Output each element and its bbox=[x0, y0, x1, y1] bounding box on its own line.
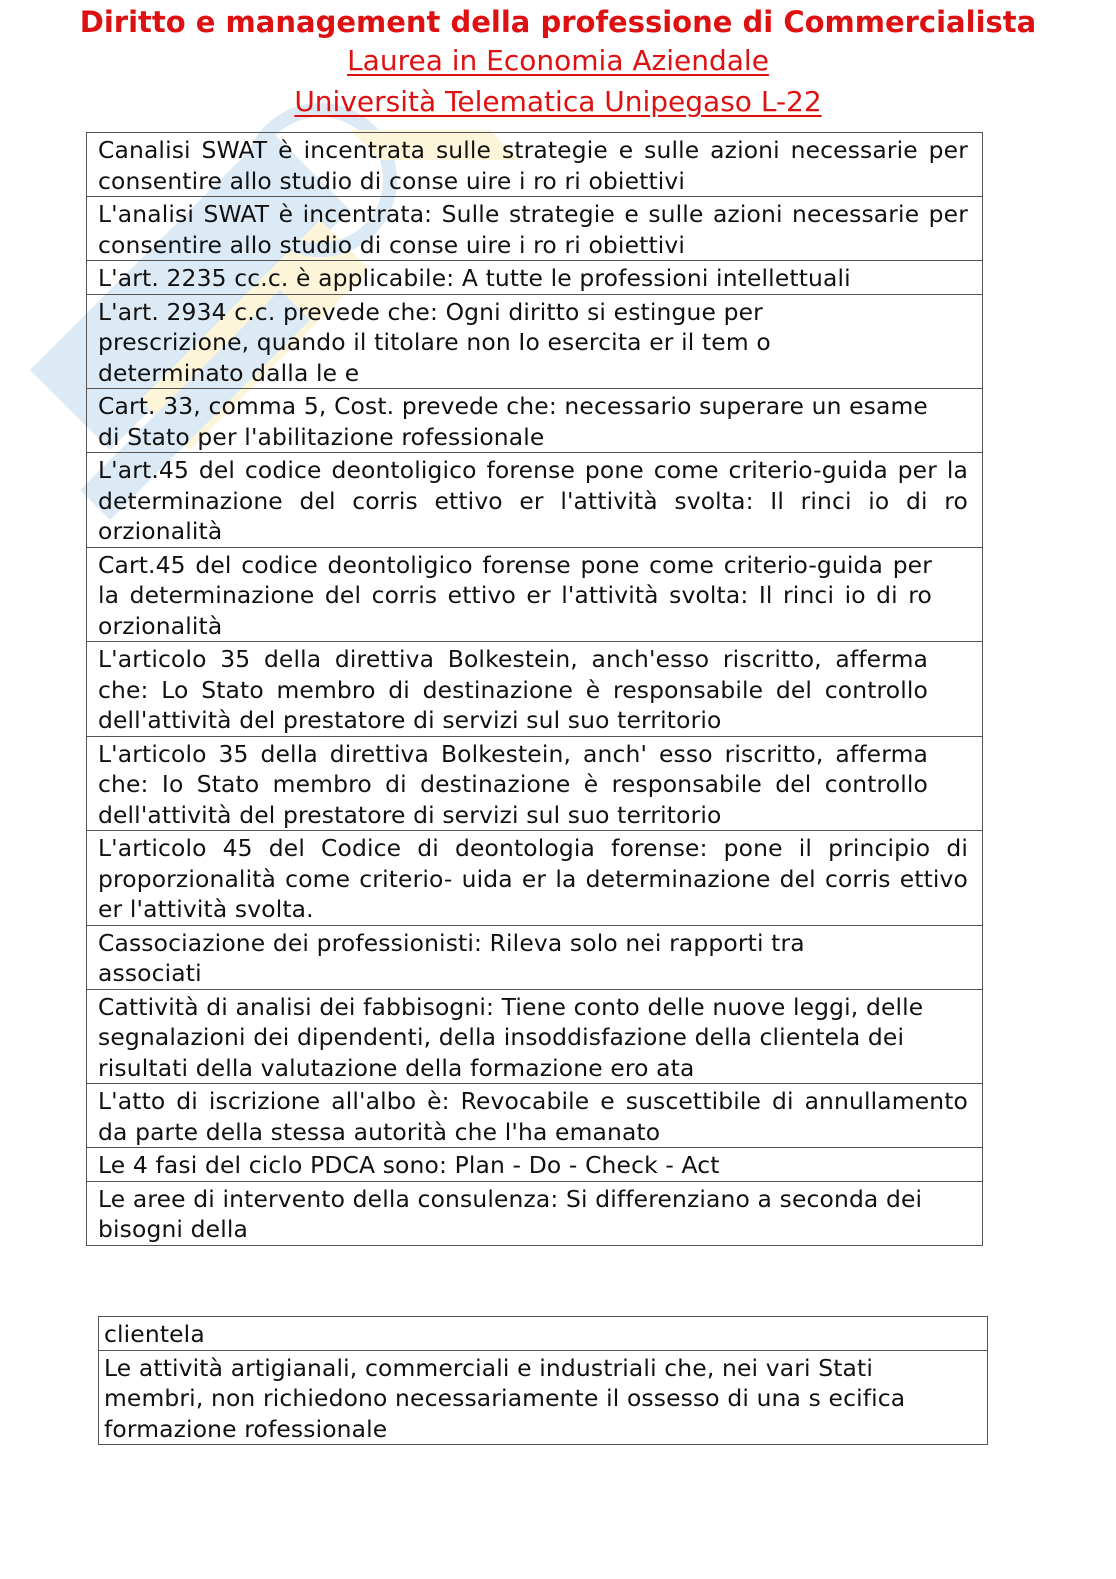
table-cell: L'articolo 35 della direttiva Bolkestein, anch' esso riscritto, afferma che: Io Stato membro di destinazione è responsabile del controllo dell'attività del prestatore di servizi sul suo territorio bbox=[87, 736, 983, 831]
table-cell: clientela bbox=[99, 1317, 988, 1351]
degree-link[interactable]: Laurea in Economia Aziendale bbox=[347, 44, 769, 77]
table-row bbox=[99, 1350, 988, 1445]
table-cell: Le attività artigianali, commerciali e industriali che, nei vari Stati membri, non richiedono necessariamente il ossesso di una s ecifica formazione rofessionale bbox=[99, 1350, 988, 1445]
table-row bbox=[87, 261, 983, 295]
table-row bbox=[87, 925, 983, 989]
table-cell: L'art.45 del codice deontoligico forense pone come criterio-guida per la determinazione del corris ettivo er l'attività svolta: Il rinci io di ro orzionalità bbox=[87, 453, 983, 548]
table-row bbox=[87, 547, 983, 642]
table-row bbox=[87, 197, 983, 261]
table-cell: L'atto di iscrizione all'albo è: Revocabile e suscettibile di annullamento da parte della stessa autorità che l'ha emanato bbox=[87, 1084, 983, 1148]
university-link[interactable]: Università Telematica Unipegaso L-22 bbox=[294, 85, 822, 118]
qa-table-main bbox=[86, 132, 983, 1246]
table-cell: L'articolo 45 del Codice di deontologia forense: pone il principio di proporzionalità come criterio- uida er la determinazione del corris ettivo er l'attività svolta. bbox=[87, 831, 983, 926]
table-cell: Le 4 fasi del ciclo PDCA sono: Plan - Do - Check - Act bbox=[87, 1148, 983, 1182]
table-cell: Le aree di intervento della consulenza: Si differenziano a seconda dei bisogni della bbox=[87, 1181, 983, 1245]
document-title: Diritto e management della professione di Commercialista bbox=[79, 5, 1037, 39]
table-cell: Cattività di analisi dei fabbisogni: Tiene conto delle nuove leggi, delle segnalazioni dei dipendenti, della insoddisfazione della clientela dei risultati della valutazione della formazione ero ata bbox=[87, 989, 983, 1084]
table-row bbox=[87, 1181, 983, 1245]
table-row bbox=[87, 1148, 983, 1182]
table-row bbox=[87, 642, 983, 737]
table-row bbox=[87, 389, 983, 453]
table-row bbox=[87, 133, 983, 197]
table-cell: L'art. 2934 c.c. prevede che: Ogni diritto si estingue per prescrizione, quando il titolare non Io esercita er il tem o determinato dalla le e bbox=[87, 294, 983, 389]
document-header bbox=[0, 2, 1116, 124]
table-cell: Canalisi SWAT è incentrata sulle strategie e sulle azioni necessarie per consentire allo studio di conse uire i ro ri obiettivi bbox=[87, 133, 983, 197]
table-cell: L'analisi SWAT è incentrata: Sulle strategie e sulle azioni necessarie per consentire allo studio di conse uire i ro ri obiettivi bbox=[87, 197, 983, 261]
table-cell: L'articolo 35 della direttiva Bolkestein, anch'esso riscritto, afferma che: Lo Stato membro di destinazione è responsabile del controllo dell'attività del prestatore di servizi sul suo territorio bbox=[87, 642, 983, 737]
table-row bbox=[87, 453, 983, 548]
table-cell: Cart.45 del codice deontoligico forense pone come criterio-guida per la determinazione del corris ettivo er l'attività svolta: Il rinci io di ro orzionalità bbox=[87, 547, 983, 642]
table-row bbox=[87, 989, 983, 1084]
table-cell: Cart. 33, comma 5, Cost. prevede che: necessario superare un esame di Stato per l'abilitazione rofessionale bbox=[87, 389, 983, 453]
table-row bbox=[87, 1084, 983, 1148]
table-row bbox=[87, 736, 983, 831]
table-row bbox=[87, 831, 983, 926]
table-row bbox=[99, 1317, 988, 1351]
table-cell: L'art. 2235 cc.c. è applicabile: A tutte le professioni intellettuali bbox=[87, 261, 983, 295]
table-cell: Cassociazione dei professionisti: Rileva solo nei rapporti tra associati bbox=[87, 925, 983, 989]
qa-table-continued bbox=[98, 1316, 988, 1445]
table-row bbox=[87, 294, 983, 389]
